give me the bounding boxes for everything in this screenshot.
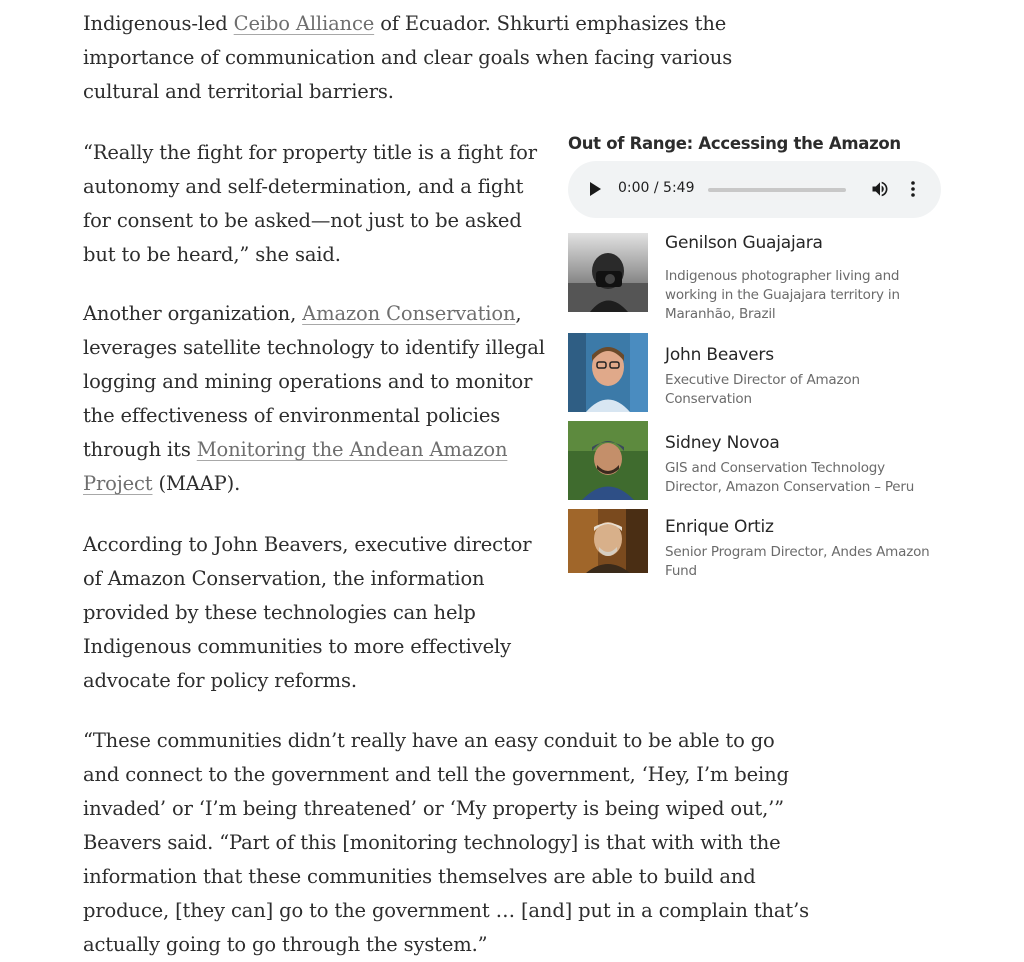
paragraph-line: “These communities didn’t really have an easy conduit to be able to go (83, 729, 775, 752)
paragraph-line: produce, [they can] go to the government … [and] put in a complain that’s (83, 899, 810, 922)
paragraph-line: “Really the fight for property title is a fight for (83, 141, 537, 164)
audio-feature-title: Out of Range: Accessing the Amazon (568, 134, 901, 153)
speaker-name: Genilson Guajajara (665, 233, 823, 253)
audio-time: 0:00 / 5:49 (618, 180, 695, 196)
speaker-photo (568, 233, 648, 312)
speaker-role: Indigenous photographer living and working in the Guajajara territory in Maranhão, Brazil (665, 268, 900, 322)
paragraph-line: leverages satellite technology to identify illegal (83, 336, 545, 359)
speaker-name: Sidney Novoa (665, 433, 780, 453)
paragraph-line: According to John Beavers, executive director (83, 533, 532, 556)
paragraph-line: through its Monitoring the Andean Amazon (83, 438, 508, 461)
paragraph-line: provided by these technologies can help (83, 601, 476, 624)
paragraph-line: information that these communities themselves are able to build and (83, 865, 756, 888)
amazon-conservation-link[interactable]: Amazon Conservation (302, 302, 516, 325)
paragraph-line: Indigenous communities to more effectively (83, 635, 511, 658)
audio-progress-slider[interactable] (708, 188, 846, 192)
more-options-icon[interactable] (906, 179, 920, 199)
paragraph-line: cultural and territorial barriers. (83, 80, 394, 103)
speaker-name: John Beavers (665, 345, 774, 365)
article-paragraph-5 (83, 724, 809, 962)
ceibo-alliance-link[interactable]: Ceibo Alliance (233, 12, 375, 35)
speaker-photo (568, 509, 648, 573)
paragraph-line: the effectiveness of environmental policies (83, 404, 501, 427)
paragraph-line: actually going to go through the system.” (83, 933, 488, 956)
article-paragraph-3 (83, 297, 545, 501)
speaker-role: Executive Director of Amazon Conservation (665, 372, 860, 407)
speaker-role: GIS and Conservation Technology Director, Amazon Conservation – Peru (665, 460, 915, 495)
paragraph-line: of Amazon Conservation, the information (83, 567, 485, 590)
speaker-photo (568, 421, 648, 500)
paragraph-line: invaded’ or ‘I’m being threatened’ or ‘My property is being wiped out,’” (83, 797, 784, 820)
paragraph-line: importance of communication and clear goals when facing various (83, 46, 733, 69)
paragraph-line: Beavers said. “Part of this [monitoring technology] is that with with the (83, 831, 781, 854)
audio-player[interactable] (568, 161, 941, 218)
paragraph-line: and connect to the government and tell the government, ‘Hey, I’m being (83, 763, 789, 786)
article-paragraph-2 (83, 136, 537, 272)
play-icon[interactable] (590, 182, 601, 196)
paragraph-line: but to be heard,” she said. (83, 243, 341, 266)
article-paragraph-1 (83, 7, 732, 109)
article-paragraph-4 (83, 528, 531, 698)
paragraph-line: autonomy and self-determination, and a fight (83, 175, 524, 198)
speaker-name: Enrique Ortiz (665, 517, 774, 537)
maap-link-continued[interactable]: Project (83, 472, 153, 495)
paragraph-line: logging and mining operations and to monitor (83, 370, 533, 393)
paragraph-line: for consent to be asked—not just to be asked (83, 209, 522, 232)
paragraph-line: Another organization, Amazon Conservation, (83, 302, 522, 325)
maap-link[interactable]: Monitoring the Andean Amazon (196, 438, 508, 461)
paragraph-line: advocate for policy reforms. (83, 669, 357, 692)
speaker-role: Senior Program Director, Andes Amazon Fund (665, 544, 930, 579)
speaker-photo (568, 333, 648, 412)
volume-icon[interactable] (870, 179, 890, 199)
paragraph-line: Project (MAAP). (83, 472, 241, 495)
paragraph-line: Indigenous-led Ceibo Alliance of Ecuador. Shkurti emphasizes the (83, 12, 727, 35)
